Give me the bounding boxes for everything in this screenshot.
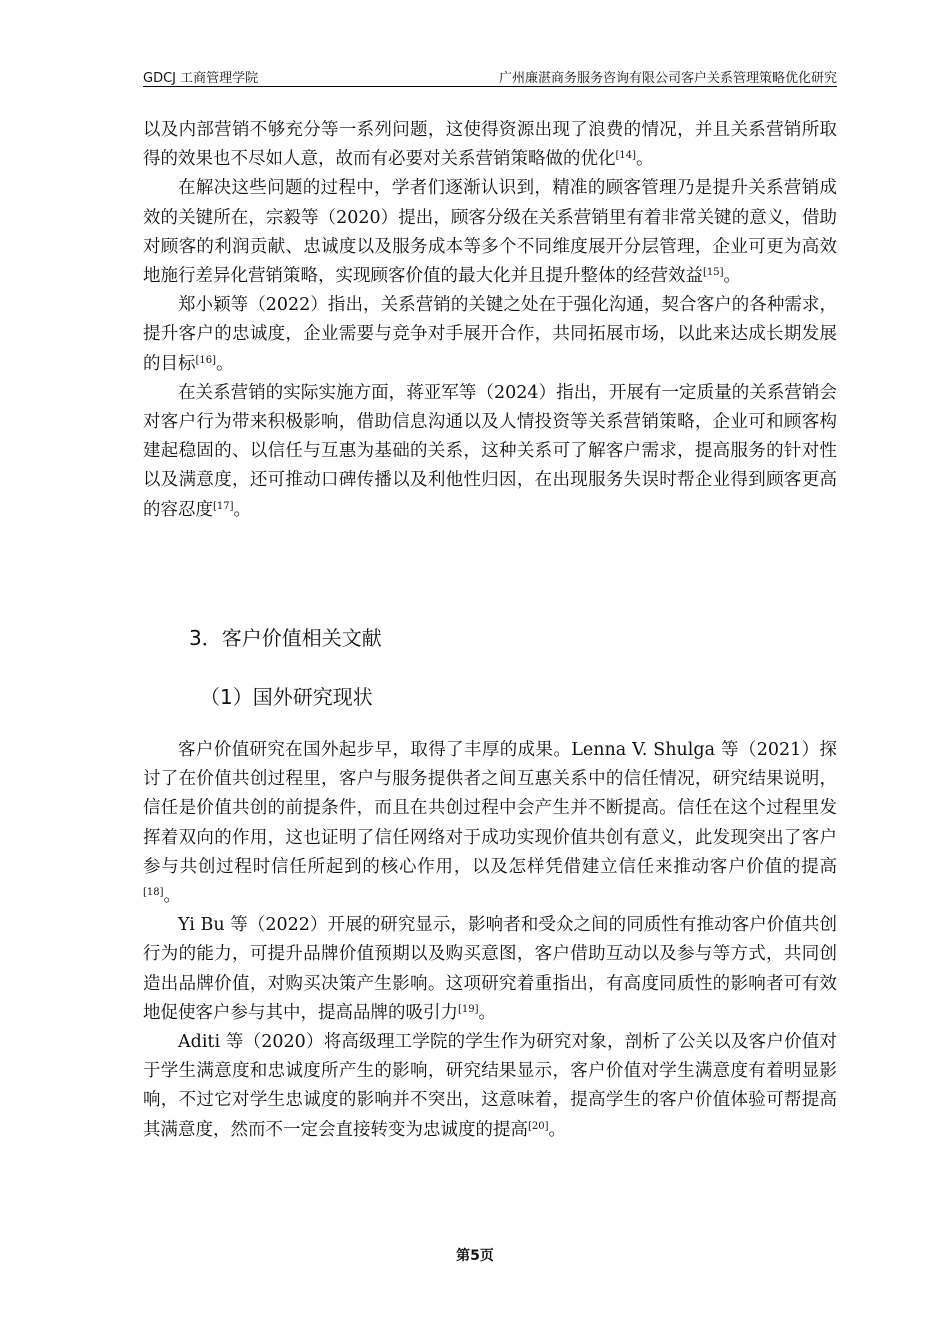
paragraph: 客户价值研究在国外起步早，取得了丰厚的成果。Lenna V. Shulga 等（2021）探讨了在价值共创过程里，客户与服务提供者之间互惠关系中的信任情况，研究结果说明，信任是价值共创的前提条件，而且在共创过程中会产生并不断提高。信任在这个过程里发挥着双向的作用，这也证明了信任网络对于成功实现价值共创有意义，此发现突出了客户参与共创过程时信任所起到的核心作用，以及怎样凭借建立信任来推动客户价值的提高[18]。 <box>143 740 837 907</box>
paragraph: 在解决这些问题的过程中，学者们逐渐认识到，精准的顾客管理乃是提升关系营销成效的关键所在，宗毅等（2020）提出，顾客分级在关系营销里有着非常关键的意义，借助对顾客的利润贡献、忠诚度以及服务成本等多个不同维度展开分层管理，企业可更为高效地施行差异化营销策略，实现顾客价值的最大化并且提升整体的经营效益[15]。 <box>143 178 837 287</box>
section-heading: 3．客户价值相关文献 <box>189 626 382 650</box>
paragraph: 在关系营销的实际实施方面，蒋亚军等（2024）指出，开展有一定质量的关系营销会对客户行为带来积极影响，借助信息沟通以及人情投资等关系营销策略，企业可和顾客构建起稳固的、以信任与互惠为基础的关系，这种关系可了解客户需求，提高服务的针对性以及满意度，还可推动口碑传播以及利他性归因，在出现服务失误时帮企业得到顾客更高的容忍度[17]。 <box>143 382 837 520</box>
citation: [17] <box>213 500 234 512</box>
paragraph: 郑小颖等（2022）指出，关系营销的关键之处在于强化沟通，契合客户的各种需求，提升客户的忠诚度，企业需要与竞争对手展开合作，共同拓展市场，以此来达成长期发展的目标[16]。 <box>143 295 837 374</box>
citation: [15] <box>703 267 724 279</box>
paragraph: Aditi 等（2020）将高级理工学院的学生作为研究对象，剖析了公关以及客户价值对于学生满意度和忠诚度所产生的影响，研究结果显示，客户价值对学生满意度有着明显影响，不过它对学生忠诚度的影响并不突出，这意味着，提高学生的客户价值体验可帮提高其满意度，然而不一定会直接转变为忠诚度的提高[20]。 <box>143 1032 837 1140</box>
subsection-heading: （1）国外研究现状 <box>200 685 373 709</box>
header-school: GDCJ 工商管理学院 <box>143 71 259 86</box>
citation: [20] <box>528 1120 549 1132</box>
page-header <box>143 64 837 87</box>
citation: [18] <box>143 887 164 899</box>
body-bottom <box>143 736 837 1145</box>
citation: [14] <box>615 150 637 162</box>
paragraph: Yi Bu 等（2022）开展的研究显示，影响者和受众之间的同质性有推动客户价值共创行为的能力，可提升品牌价值预期以及购买意图，客户借助互动以及参与等方式，共同创造出品牌价值，对购买决策产生影响。这项研究着重指出，有高度同质性的影响者可有效地促使客户参与其中，提高品牌的吸引力[19]。 <box>143 915 837 1023</box>
page-number: 第5页 <box>456 1248 494 1264</box>
body-top <box>143 116 837 525</box>
paragraph: 以及内部营销不够充分等一系列问题，这使得资源出现了浪费的情况，并且关系营销所取得的效果也不尽如人意，故而有必要对关系营销策略做的优化[14]。 <box>143 120 837 170</box>
citation: [16] <box>195 354 217 366</box>
header-thesis-title: 广州廉湛商务服务咨询有限公司客户关系管理策略优化研究 <box>498 71 837 86</box>
citation: [19] <box>458 1003 479 1015</box>
